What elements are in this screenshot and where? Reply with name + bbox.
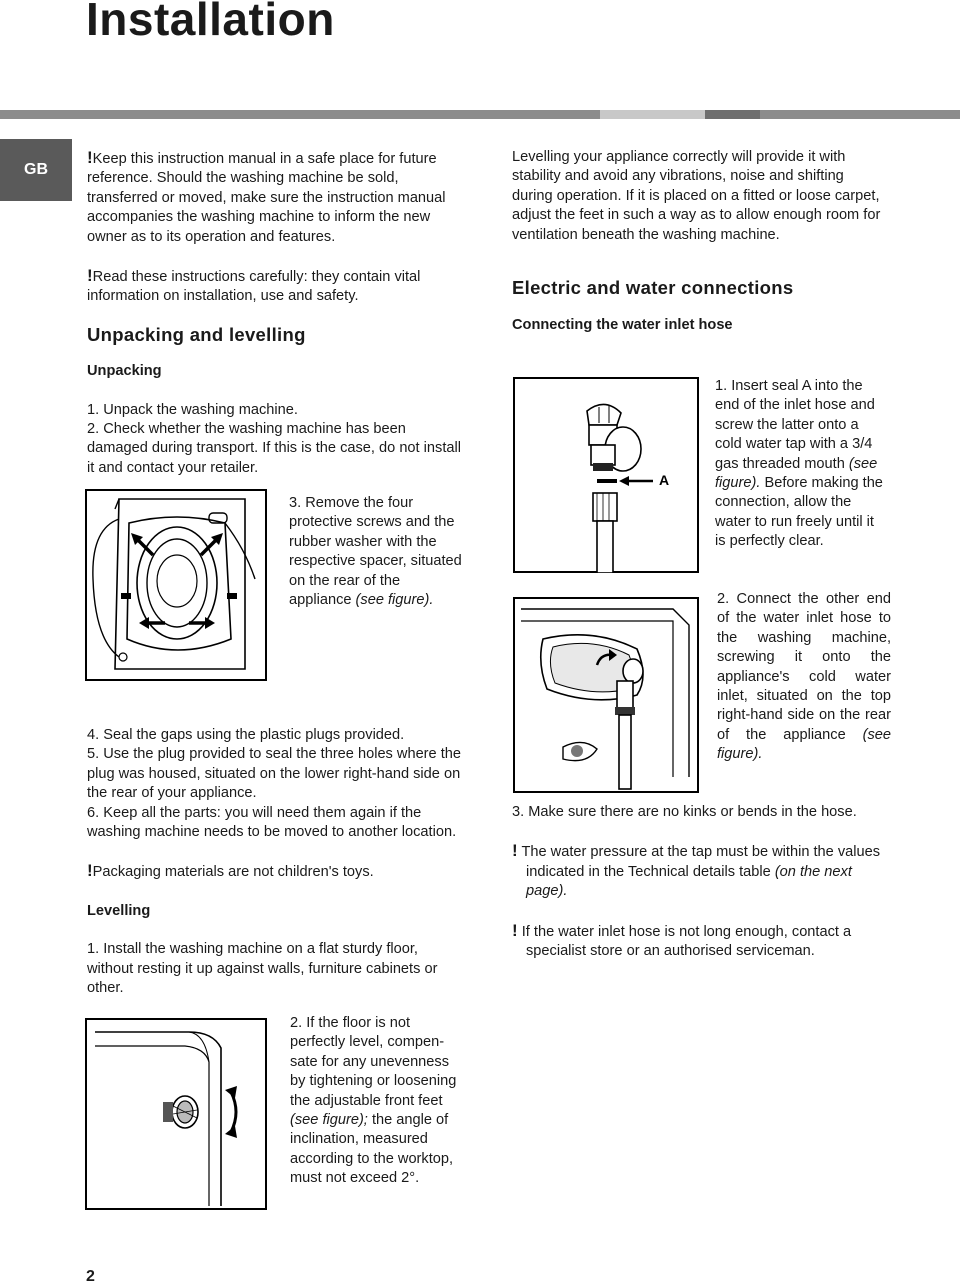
adjustable-foot-figure [85, 1018, 267, 1210]
conn-step-1-ref: (see figure). [715, 455, 878, 492]
conn-step-1 [715, 377, 887, 552]
header-bar [0, 110, 960, 119]
hose-length-note-text: If the water inlet hose is not long enough, contact a specialist store or an authorised serviceman. [521, 923, 852, 960]
conn-step-2 [717, 590, 891, 765]
right-column [512, 148, 886, 336]
levelling-step-2-text: 2. If the floor is not perfectly level, compen-sate for any unevenness by tightening or loosening the adjustable front feet [290, 1015, 457, 1109]
read-note-text: Read these instructions carefully: they contain vital information on installation, use and safety. [87, 269, 421, 305]
warning-mark: ! [87, 861, 93, 881]
levelling-continued: Levelling your appliance correctly will provide it with stability and avoid any vibrations, noise and shifting during operation. If it is placed on a fitted or loose carpet, adjust the feet in such a way as to allow enough room for ventilation beneath the washing machine. [512, 149, 881, 243]
step-3 [289, 494, 465, 610]
intro-paragraph [87, 148, 467, 247]
subheading-unpacking: Unpacking [87, 363, 162, 380]
pressure-note-ref: (on the next page). [526, 863, 852, 900]
step-3-block [289, 494, 465, 610]
header-bar-dark-segment [705, 110, 760, 119]
warning-mark: ! [87, 148, 93, 167]
subheading-levelling: Levelling [87, 902, 151, 919]
seal-label-a: A [659, 472, 670, 488]
conn-step-1-cont: Before making the connection, allow the water to run freely until it is perfectly clear. [715, 475, 883, 550]
warning-mark: ! [512, 920, 518, 940]
packaging-note [87, 861, 467, 882]
language-tab: GB [0, 139, 72, 201]
conn-step-1-text: 1. Insert seal A into the end of the inlet hose and screw the latter onto a cold water tap with a 3/4 gas threaded mouth [715, 378, 875, 472]
step-5: 5. Use the plug provided to seal the three holes where the plug was housed, situated on the lower right-hand side on the rear of your appliance. [87, 746, 462, 802]
left-column-lower [87, 726, 467, 998]
heading-unpacking-levelling: Unpacking and levelling [87, 323, 306, 345]
right-column-lower [512, 803, 886, 961]
tap-seal-figure [513, 377, 699, 573]
heading-electric-water: Electric and water connections [512, 277, 794, 299]
step-2: 2. Check whether the washing machine has been damaged during transport. If this is the case, do not install it and contact your retailer. [87, 421, 461, 476]
rear-panel-figure [85, 489, 267, 681]
packaging-note-text: Packaging materials are not children's toys. [92, 864, 374, 881]
inlet-connection-figure [513, 597, 699, 793]
step-1: 1. Unpack the washing machine. [87, 401, 298, 418]
conn-step-2-text: 2. Connect the other end of the water inlet hose to the washing machine, screwing it onto the appliance's cold water inlet, situated on the top right-hand side on the rear of the appliance [717, 591, 891, 743]
pressure-note [512, 841, 886, 901]
hose-length-note [512, 921, 886, 962]
page-number: 2 [86, 1268, 95, 1285]
levelling-step-1: 1. Install the washing machine on a flat sturdy floor, without resting it up against walls, furniture cabinets or other. [87, 941, 438, 997]
levelling-step-2-block [290, 1014, 468, 1189]
step-3-ref: (see figure). [355, 592, 434, 609]
conn-step-2-ref: (see figure). [717, 726, 891, 763]
warning-mark: ! [512, 841, 518, 861]
step-4: 4. Seal the gaps using the plastic plugs provided. [87, 727, 405, 743]
levelling-step-2 [290, 1014, 468, 1189]
conn-step-3: 3. Make sure there are no kinks or bends in the hose. [512, 804, 857, 820]
step-3-text: 3. Remove the four protective screws and the rubber washer with the respective spacer, situated on the rear of the appliance [289, 495, 462, 609]
page-title: Installation [86, 0, 335, 45]
conn-step-1-block [715, 377, 887, 552]
step-6: 6. Keep all the parts: you will need them again if the washing machine needs to be moved to another location. [87, 804, 457, 841]
header-bar-light-segment [600, 110, 705, 119]
levelling-step-2-cont: the angle of inclination, measured according to the worktop, must not exceed 2°. [290, 1112, 454, 1187]
read-note [87, 266, 467, 307]
levelling-step-2-ref: (see figure); [290, 1112, 368, 1129]
conn-step-2-block [717, 590, 891, 765]
left-column [87, 148, 467, 478]
pressure-note-text: The water pressure at the tap must be within the values indicated in the Technical details table [521, 844, 881, 880]
warning-mark: ! [87, 266, 93, 286]
intro-text: Keep this instruction manual in a safe place for future reference. Should the washing machine be sold, transferred or moved, make sure the instruction manual accompanies the washing machine to inform the new owner as to its operation and features. [87, 151, 446, 245]
subheading-inlet-hose: Connecting the water inlet hose [512, 317, 733, 334]
